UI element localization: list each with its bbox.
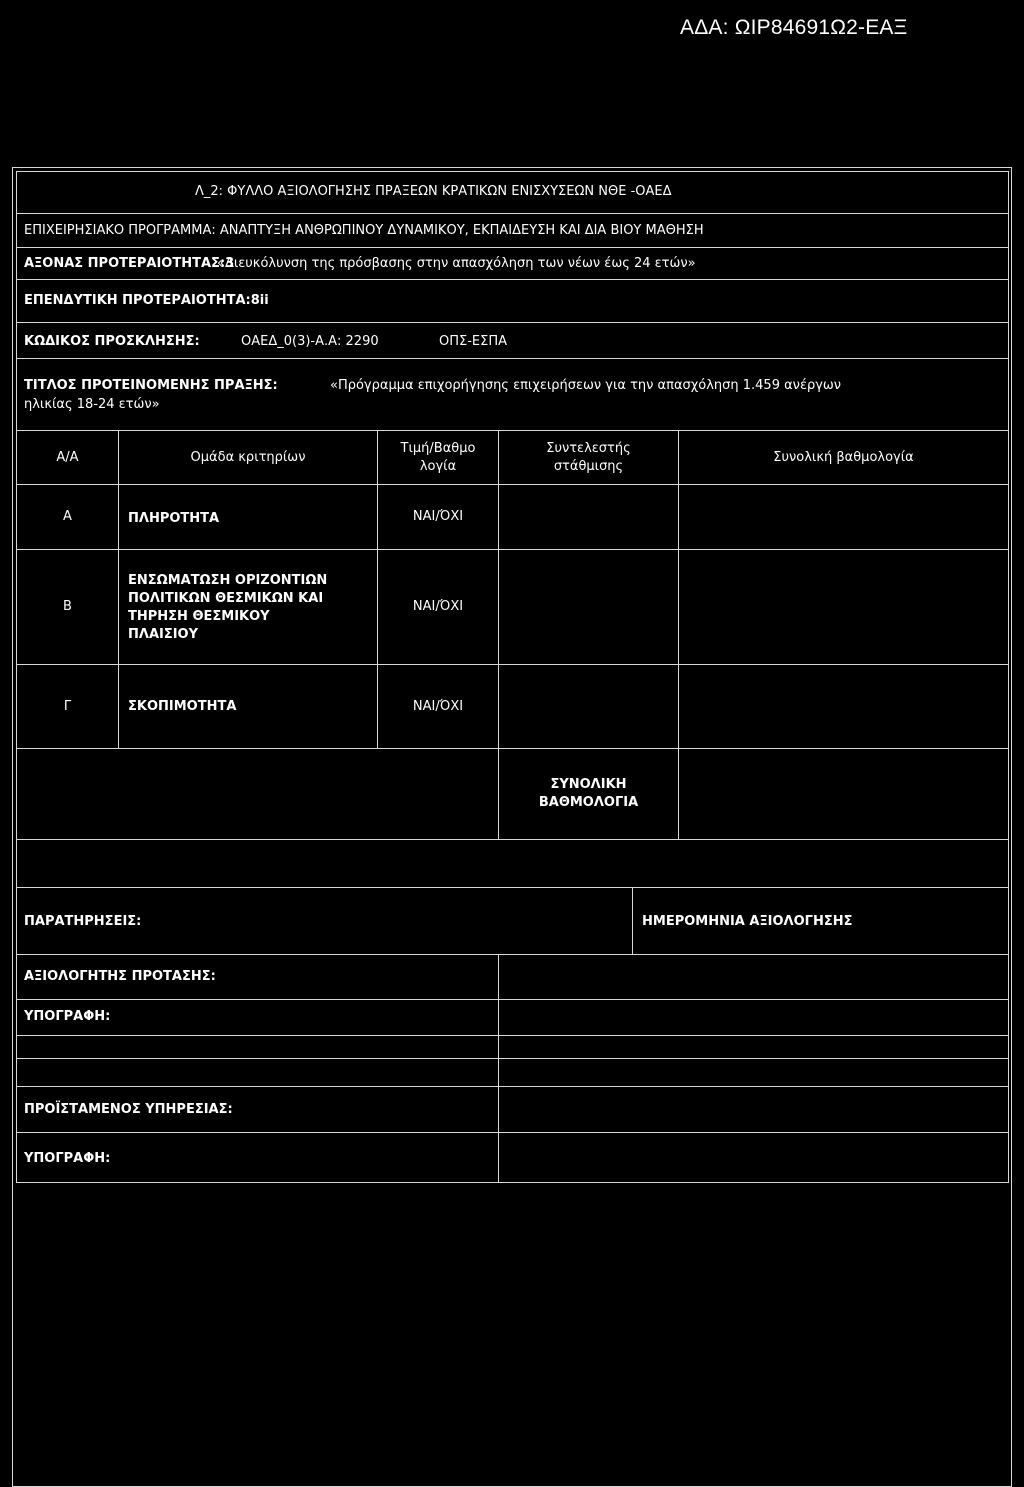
signature-1-label: ΥΠΟΓΡΑΦΗ:: [24, 1009, 111, 1024]
row-b-group-line2: ΠΟΛΙΤΙΚΩΝ ΘΕΣΜΙΚΩΝ ΚΑΙ: [128, 591, 324, 606]
evaluator-value: [498, 954, 1009, 1000]
row-c-value: ΝΑΙ/ΌΧΙ: [377, 664, 499, 749]
blank-row-2-left: [16, 1058, 499, 1087]
program-text: ΕΠΙΧΕΙΡΗΣΙΑΚΟ ΠΡΟΓΡΑΜΜΑ: ΑΝΑΠΤΥΞΗ ΑΝΘΡΩΠΙΝΟΥ ΔΥΝΑΜΙΚΟΥ, ΕΚΠΑΙΔΕΥΣΗ ΚΑΙ ΔΙΑ ΒΙΟΥ ΜΑΘΗΣΗ: [24, 223, 704, 238]
axis-value: «Διευκόλυνση της πρόσβασης στην απασχόληση των νέων έως 24 ετών»: [217, 256, 696, 271]
call-code-label: ΚΩΔΙΚΟΣ ΠΡΟΣΚΛΗΣΗΣ:: [24, 334, 200, 349]
form-title: Λ_2: ΦΥΛΛΟ ΑΞΙΟΛΟΓΗΣΗΣ ΠΡΑΞΕΩΝ ΚΡΑΤΙΚΩΝ ΕΝΙΣΧΥΣΕΩΝ ΝΘΕ -ΟΑΕΔ: [195, 184, 672, 199]
blank-row-2-right: [498, 1058, 1009, 1087]
investment-priority: ΕΠΕΝΔΥΤΙΚΗ ΠΡΟΤΕΡΑΙΟΤΗΤΑ:8ii: [24, 293, 269, 308]
row-b-group-line4: ΠΛΑΙΣΙΟΥ: [128, 627, 199, 642]
row-c-aa: Γ: [16, 664, 119, 749]
row-a-group-text: ΠΛΗΡΟΤΗΤΑ: [128, 511, 220, 526]
supervisor-value: [498, 1086, 1009, 1133]
evaluation-date-label: ΗΜΕΡΟΜΗΝΙΑ ΑΞΙΟΛΟΓΗΣΗΣ: [642, 914, 853, 929]
action-title-line1: «Πρόγραμμα επιχορήγησης επιχειρήσεων για την απασχόληση 1.459 ανέργων: [330, 378, 842, 393]
ada-code: ΑΔΑ: ΩΙΡ84691Ω2-ΕΑΞ: [680, 16, 908, 39]
row-b-value: ΝΑΙ/ΌΧΙ: [377, 549, 499, 665]
row-b-weight: [498, 549, 679, 665]
col-header-weight: Συντελεστής στάθμισης: [498, 430, 679, 485]
col-header-total: Συνολική βαθμολογία: [678, 430, 1009, 485]
call-code-suffix: ΟΠΣ-ΕΣΠΑ: [439, 334, 508, 349]
axis-label: ΑΞΟΝΑΣ ΠΡΟΤΕΡΑΙΟΤΗΤΑΣ:3: [24, 256, 235, 271]
blank-row-1-right: [498, 1035, 1009, 1059]
row-b-total: [678, 549, 1009, 665]
row-c-group-text: ΣΚΟΠΙΜΟΤΗΤΑ: [128, 699, 237, 714]
col-header-group: Ομάδα κριτηρίων: [118, 430, 378, 485]
action-title-line2: ηλικίας 18-24 ετών»: [24, 397, 160, 412]
row-c-total: [678, 664, 1009, 749]
action-title-label: ΤΙΤΛΟΣ ΠΡΟΤΕΙΝΟΜΕΝΗΣ ΠΡΑΞΗΣ:: [24, 378, 278, 393]
row-a-value: ΝΑΙ/ΌΧΙ: [377, 484, 499, 550]
total-score-label: ΣΥΝΟΛΙΚΗ ΒΑΘΜΟΛΟΓΙΑ: [498, 748, 679, 840]
blank-row-1-left: [16, 1035, 499, 1059]
total-row-blank: [16, 748, 499, 840]
signature-1-value: [498, 999, 1009, 1036]
col-header-value: Τιμή/Βαθμο λογία: [377, 430, 499, 485]
row-a-aa: Α: [16, 484, 119, 550]
row-b-aa: Β: [16, 549, 119, 665]
supervisor-label: ΠΡΟΪΣΤΑΜΕΝΟΣ ΥΠΗΡΕΣΙΑΣ:: [24, 1102, 233, 1117]
row-a-total: [678, 484, 1009, 550]
evaluator-label: ΑΞΙΟΛΟΓΗΤΗΣ ΠΡΟΤΑΣΗΣ:: [24, 969, 216, 984]
col-header-aa: Α/Α: [16, 430, 119, 485]
remarks-label: ΠΑΡΑΤΗΡΗΣΕΙΣ:: [24, 914, 142, 929]
total-score-value: [678, 748, 1009, 840]
signature-2-value: [498, 1132, 1009, 1183]
row-b-group-line3: ΤΗΡΗΣΗ ΘΕΣΜΙΚΟΥ: [128, 609, 270, 624]
row-c-weight: [498, 664, 679, 749]
signature-2-label: ΥΠΟΓΡΑΦΗ:: [24, 1151, 111, 1166]
row-a-weight: [498, 484, 679, 550]
row-b-group-line1: ΕΝΣΩΜΑΤΩΣΗ ΟΡΙΖΟΝΤΙΩΝ: [128, 573, 328, 588]
blank-row: [16, 839, 1009, 888]
call-code-value: ΟΑΕΔ_0(3)-Α.Α: 2290: [241, 334, 379, 349]
